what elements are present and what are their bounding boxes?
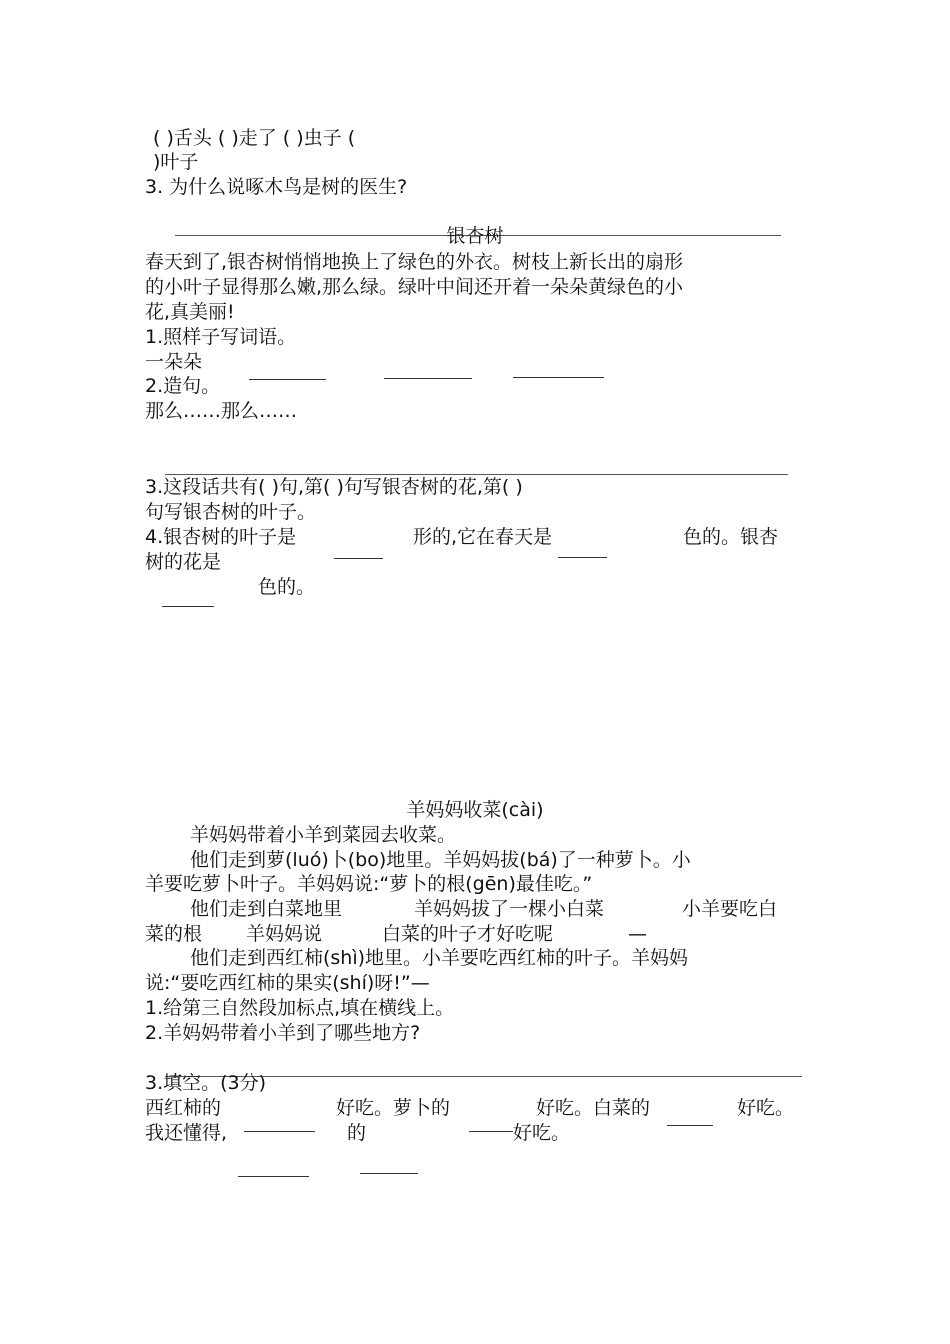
- word-blank-2[interactable]: [384, 378, 472, 379]
- ginkgo-q2-pattern: 那么……那么……: [145, 400, 298, 422]
- sheep-para: 羊妈妈拔了一棵小白菜: [414, 898, 605, 920]
- ginkgo-title: 银杏树: [446, 225, 504, 247]
- ginkgo-q4-text: 树的花是: [145, 551, 222, 573]
- sheep-para: 菜的根: [145, 923, 203, 945]
- question-3: 3. 为什么说啄木鸟是树的医生?: [145, 176, 408, 198]
- blanks-row: ( )舌头 ( )走了 ( )虫子 (: [153, 127, 356, 149]
- fill-text: 西红柿的: [145, 1097, 222, 1119]
- ginkgo-para-line: 花,真美丽!: [145, 301, 235, 323]
- fill-text: 好吃。萝卜的: [336, 1097, 451, 1119]
- ginkgo-q3-line: 句写银杏树的叶子。: [145, 501, 317, 523]
- fill-blank[interactable]: [667, 1125, 713, 1126]
- ginkgo-q4-text: 色的。银杏: [683, 526, 779, 548]
- fill-blank[interactable]: [360, 1173, 418, 1174]
- ginkgo-q1-example: 一朵朵: [145, 351, 203, 373]
- fill-text: 好吃。白菜的: [536, 1097, 651, 1119]
- blanks-row-continued: )叶子: [153, 151, 199, 173]
- sheep-para: 羊妈妈带着小羊到菜园去收菜。: [190, 824, 457, 846]
- sheep-para: 小羊要吃白: [682, 898, 778, 920]
- sheep-para: 他们走到萝(luó)卜(bo)地里。羊妈妈拔(bá)了一种萝卜。小: [190, 849, 691, 871]
- sheep-para: —: [628, 923, 647, 945]
- sheep-para: 白菜的叶子才好吃呢: [382, 923, 554, 945]
- sheep-q1: 1.给第三自然段加标点,填在横线上。: [145, 997, 455, 1019]
- ginkgo-q3-line: 3.这段话共有( )句,第( )句写银杏树的花,第( ): [145, 476, 523, 498]
- ginkgo-para-line: 的小叶子显得那么嫩,那么绿。绿叶中间还开着一朵朵黄绿色的小: [145, 276, 684, 298]
- fill-text: 的: [347, 1122, 367, 1144]
- fill-text: 好吃。: [513, 1122, 571, 1144]
- leaf-color-blank[interactable]: [558, 557, 607, 558]
- flower-color-blank[interactable]: [162, 606, 214, 607]
- sheep-para: 他们走到白菜地里: [190, 898, 343, 920]
- sheep-q2: 2.羊妈妈带着小羊到了哪些地方?: [145, 1022, 421, 1044]
- ginkgo-q4-text: 4.银杏树的叶子是: [145, 526, 297, 548]
- sheep-para: 他们走到西红柿(shì)地里。小羊要吃西红柿的叶子。羊妈妈: [190, 947, 689, 969]
- fill-blank[interactable]: [469, 1131, 513, 1132]
- sheep-para: 羊要吃萝卜叶子。羊妈妈说:“萝卜的根(gēn)最佳吃。”: [145, 873, 593, 895]
- word-blank-3[interactable]: [513, 377, 604, 378]
- fill-text: 好吃。: [737, 1097, 795, 1119]
- ginkgo-para-line: 春天到了,银杏树悄悄地换上了绿色的外衣。树枝上新长出的扇形: [145, 251, 684, 273]
- fill-blank[interactable]: [244, 1131, 315, 1132]
- ginkgo-q2: 2.造句。: [145, 375, 221, 397]
- sheep-para: 羊妈妈说: [246, 923, 323, 945]
- fill-blank[interactable]: [238, 1176, 309, 1177]
- fill-text: 我还懂得,: [145, 1122, 228, 1144]
- ginkgo-q4-text: 形的,它在春天是: [413, 526, 553, 548]
- word-blank-1[interactable]: [249, 379, 326, 380]
- sheep-title: 羊妈妈收菜(cài): [406, 799, 544, 821]
- sheep-q3: 3.填空。(3分): [145, 1072, 267, 1094]
- ginkgo-q1: 1.照样子写词语。: [145, 326, 297, 348]
- ginkgo-q4-text: 色的。: [258, 576, 316, 598]
- sheep-para: 说:“要吃西红柿的果实(shí)呀!”—: [145, 972, 430, 994]
- leaf-shape-blank[interactable]: [334, 558, 383, 559]
